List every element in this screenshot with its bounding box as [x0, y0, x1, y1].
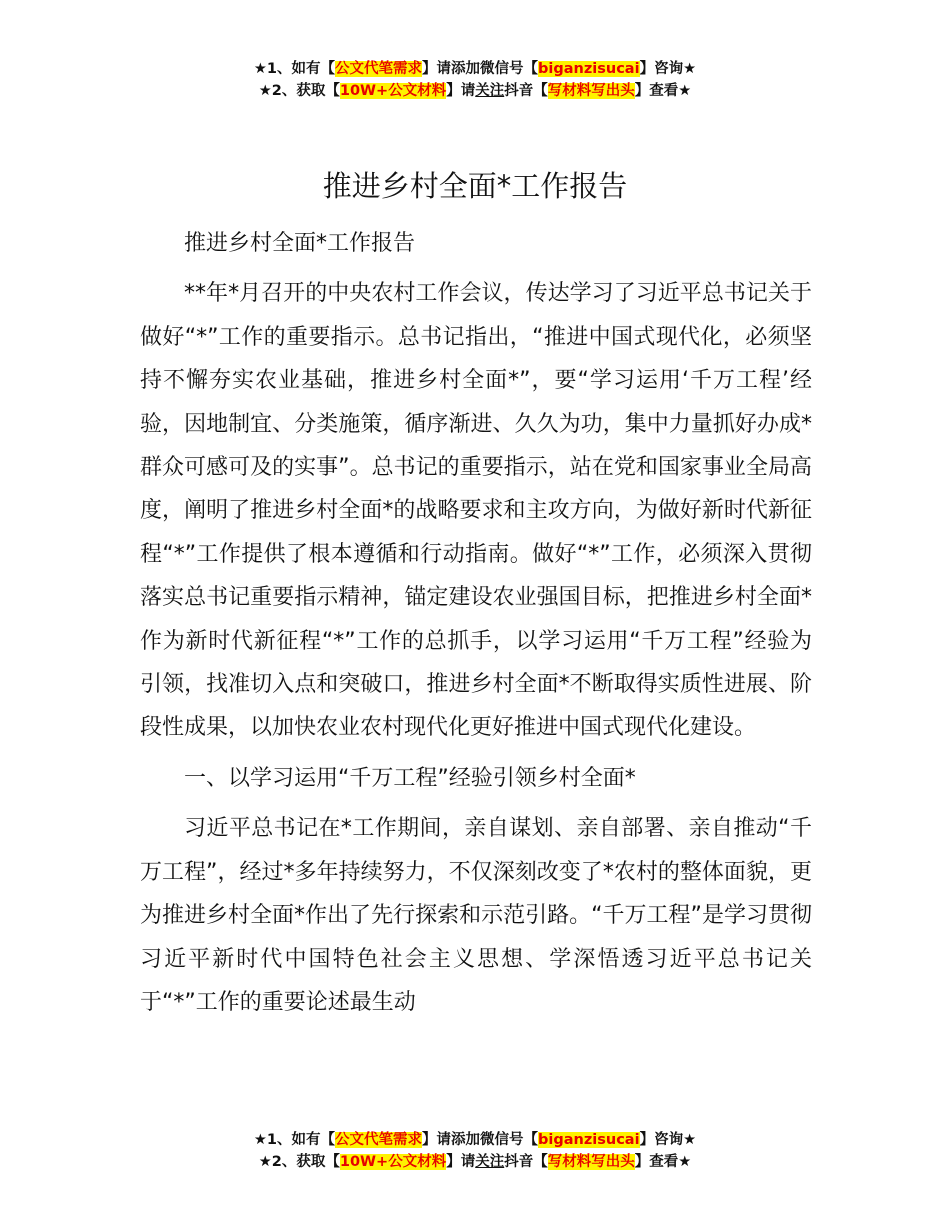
banner-highlight: 10W+公文材料 — [339, 1154, 447, 1170]
banner-text: ★2、获取【 — [258, 83, 340, 99]
banner-underlined: 关注 — [475, 1154, 505, 1170]
banner-wechat-id: biganzisucai — [538, 1132, 640, 1148]
paragraph: **年*月召开的中央农村工作会议，传达学习了习近平总书记关于做好“*”工作的重要指示。总书记指出，“推进中国式现代化，必须坚持不懈夯实农业基础，推进乡村全面*”，要“学习运用‘千万工程’经验，因地制宜、分类施策，循序渐进、久久为功，集中力量抓好办成*群众可感可及的实事”。总书记的重要指示，站在党和国家事业全局高度，阐明了推进乡村全面*的战略要求和主攻方向，为做好新时代新征程“*”工作提供了根本遵循和行动指南。做好“*”工作，必须深入贯彻落实总书记重要指示精神，锚定建设农业强国目标，把推进乡村全面*作为新时代新征程“*”工作的总抓手，以学习运用“千万工程”经验为引领，找准切入点和突破口，推进乡村全面*不断取得实质性进展、阶段性成果，以加快农业农村现代化更好推进中国式现代化建设。 — [140, 281, 812, 741]
banner-text: ★1、如有【 — [253, 1132, 336, 1148]
banner-line-2 — [0, 1151, 950, 1173]
banner-text: 】请添加微信号【 — [422, 61, 539, 77]
banner-text: ★2、获取【 — [258, 1154, 340, 1170]
banner-line-1 — [0, 1129, 950, 1151]
banner-highlight: 公文代笔需求 — [335, 61, 423, 77]
paragraph-subtitle: 推进乡村全面*工作报告 — [184, 231, 416, 256]
banner-text: 】咨询★ — [639, 61, 697, 77]
banner-line-1 — [0, 58, 950, 80]
banner-highlight: 公文代笔需求 — [335, 1132, 423, 1148]
banner-wechat-id: biganzisucai — [538, 61, 640, 77]
banner-text: 抖音【 — [504, 1154, 548, 1170]
top-banner — [0, 58, 950, 102]
banner-highlight: 写材料写出头 — [547, 1154, 635, 1170]
bottom-banner — [0, 1129, 950, 1173]
banner-text: 】查看★ — [634, 1154, 692, 1170]
banner-text: 】咨询★ — [639, 1132, 697, 1148]
banner-highlight: 写材料写出头 — [547, 83, 635, 99]
banner-text: ★1、如有【 — [253, 61, 336, 77]
banner-text: 】请 — [446, 83, 476, 99]
banner-underlined: 关注 — [475, 83, 505, 99]
document-body — [140, 222, 812, 1031]
banner-text: 】请 — [446, 1154, 476, 1170]
banner-text: 抖音【 — [504, 83, 548, 99]
banner-line-2 — [0, 80, 950, 102]
banner-highlight: 10W+公文材料 — [339, 83, 447, 99]
paragraph: 习近平总书记在*工作期间，亲自谋划、亲自部署、亲自推动“千万工程”，经过*多年持续努力，不仅深刻改变了*农村的整体面貌，更为推进乡村全面*作出了先行探索和示范引路。“千万工程”是学习贯彻习近平新时代中国特色社会主义思想、学深悟透习近平总书记关于“*”工作的重要论述最生动 — [140, 816, 812, 1015]
document-title: 推进乡村全面*工作报告 — [322, 169, 628, 203]
banner-text: 】查看★ — [634, 83, 692, 99]
section-heading: 一、以学习运用“千万工程”经验引领乡村全面* — [184, 765, 636, 791]
banner-text: 】请添加微信号【 — [422, 1132, 539, 1148]
